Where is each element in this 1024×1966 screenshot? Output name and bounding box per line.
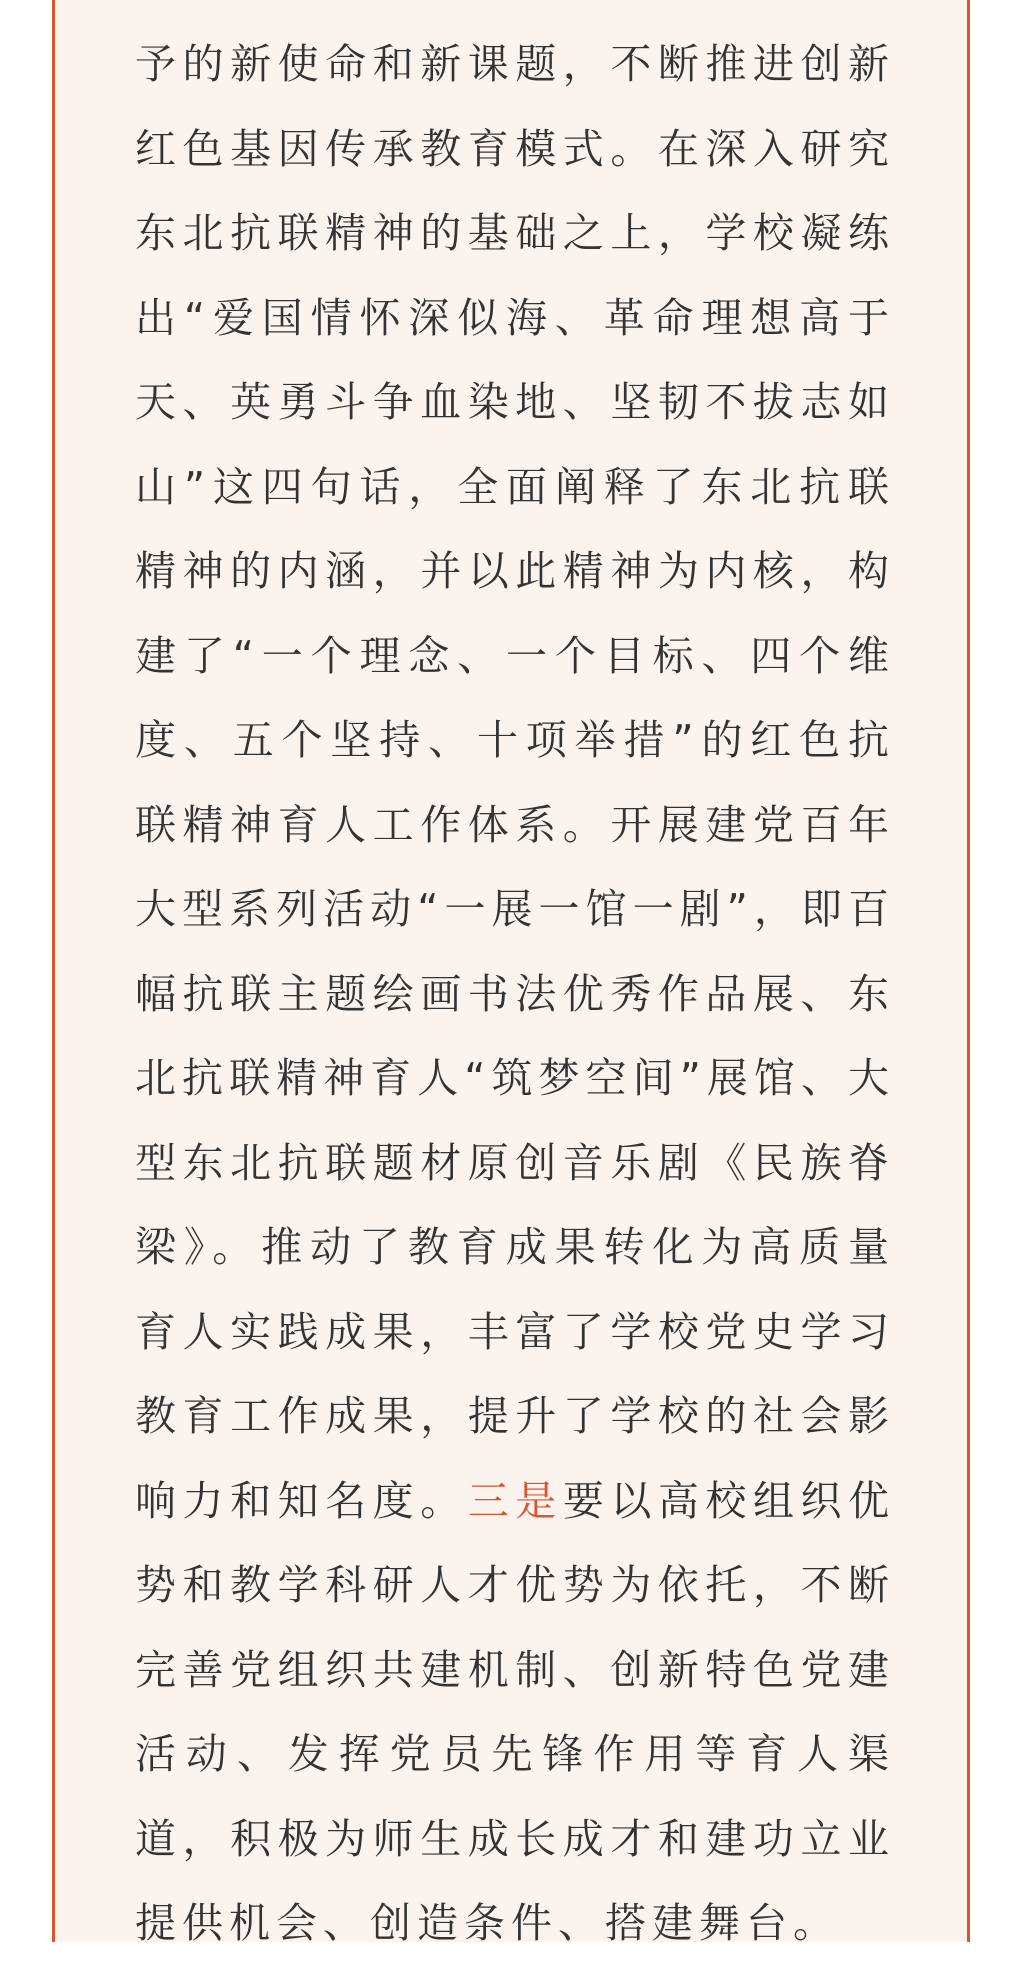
point-marker-three: 三是: [467, 1476, 563, 1525]
paragraph-text-before: 予的新使命和新课题，不断推进创新红色基因传承教育模式。在深入研究东北抗联精神的基础之上，学校凝练出“爱国情怀深似海、革命理想高于天、英勇斗争血染地、坚韧不拔志如山”这四句话，全面阐释了东北抗联精神的内涵，并以此精神为内核，构建了“一个理念、一个目标、四个维度、五个坚持、十项举措”的红色抗联精神育人工作体系。开展建党百年大型系列活动“一展一馆一剧”，即百幅抗联主题绘画书法优秀作品展、东北抗联精神育人“筑梦空间”展馆、大型东北抗联题材原创音乐剧《民族脊梁》。推动了教育成果转化为高质量育人实践成果，丰富了学校党史学习教育工作成果，提升了学校的社会影响力和知名度。: [135, 40, 895, 1525]
article-paragraph: [135, 22, 895, 1966]
paragraph-text-after: 要以高校组织优势和教学科研人才优势为依托，不断完善党组织共建机制、创新特色党建活动、发挥党员先锋作用等育人渠道，积极为师生成长成才和建功立业提供机会、创造条件、搭建舞台。: [135, 1476, 896, 1947]
